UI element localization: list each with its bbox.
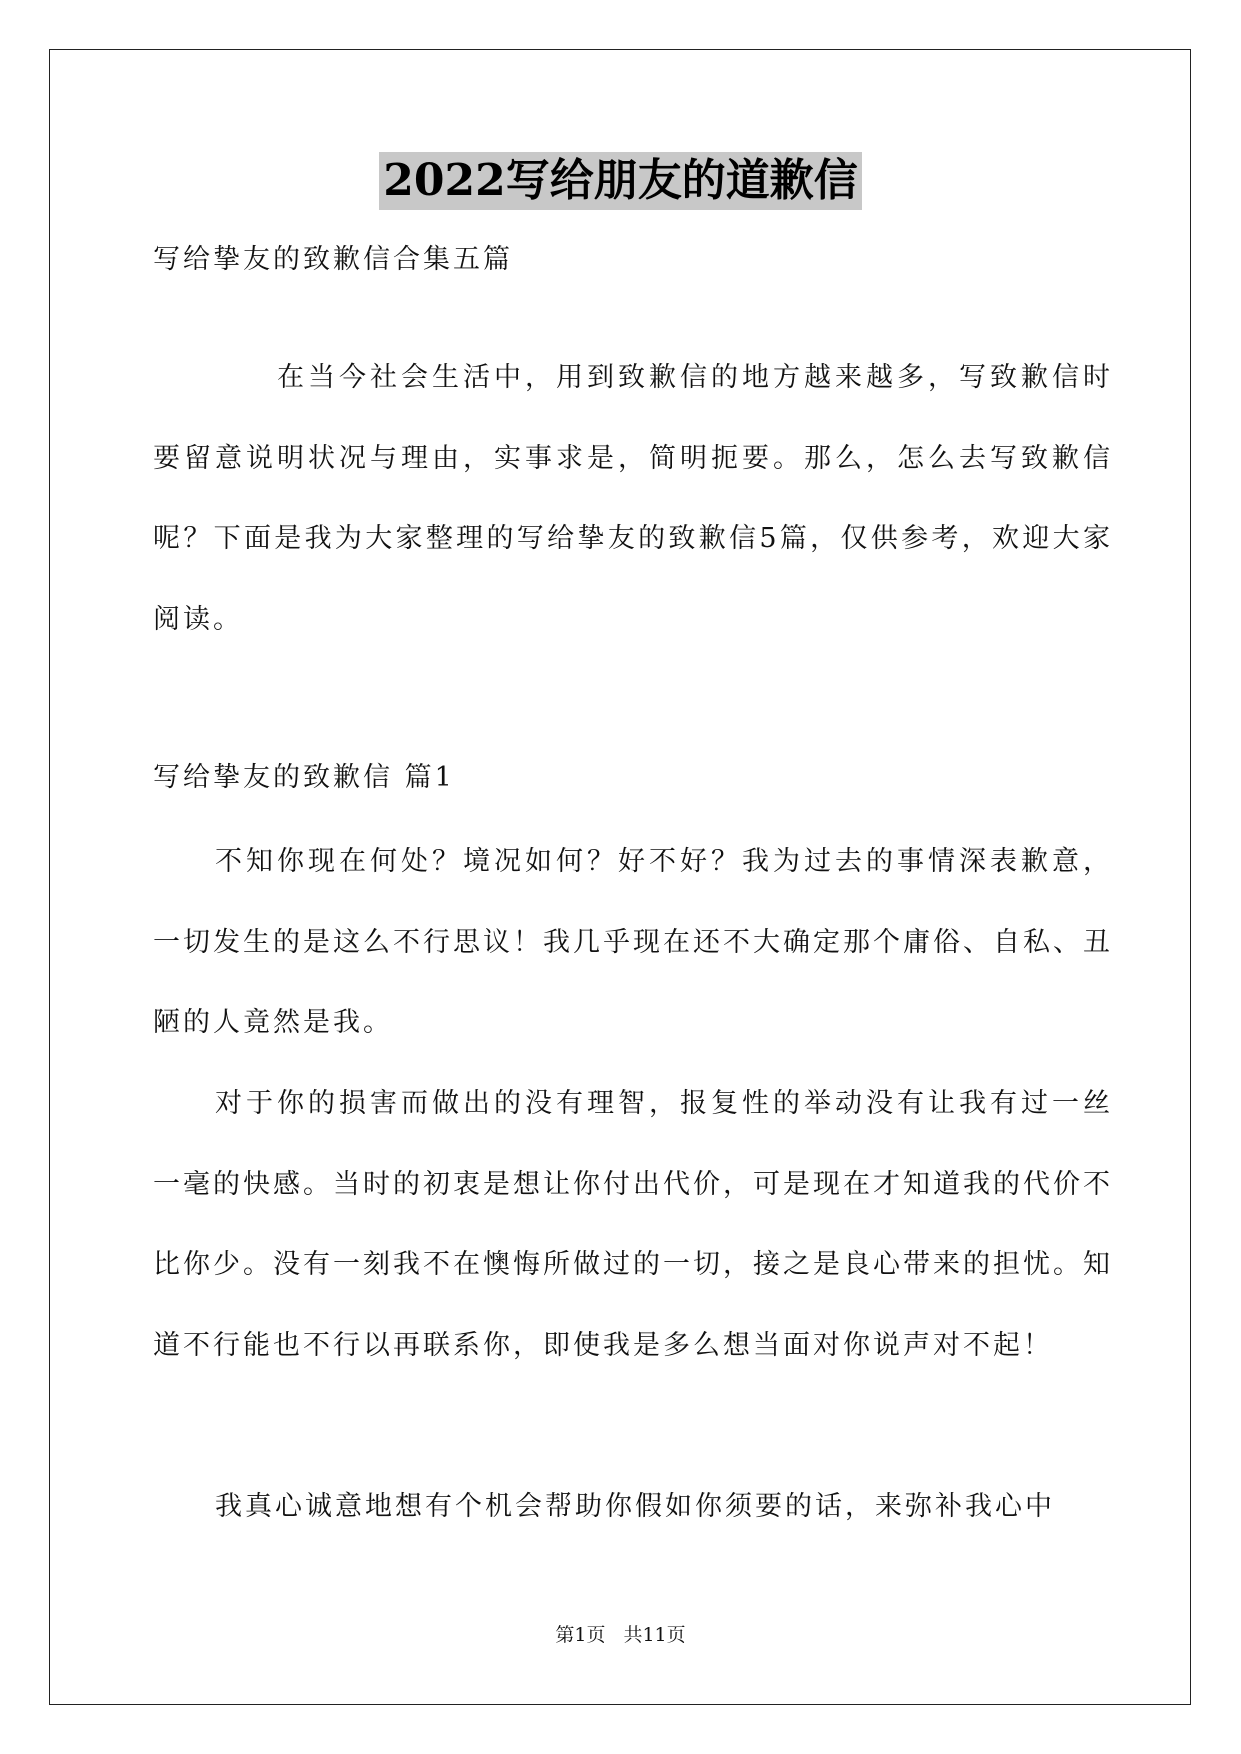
document-subtitle: 写给挚友的致歉信合集五篇: [153, 244, 513, 275]
body-paragraph-1: 不知你现在何处？境况如何？好不好？我为过去的事情深表歉意，一切发生的是这么不行思议！我几乎现在还不大确定那个庸俗、自私、丑陋的人竟然是我。: [153, 846, 1113, 1038]
page-footer: [0, 1622, 1241, 1648]
document-title: 2022写给朋友的道歉信: [379, 152, 861, 210]
body-paragraph-3: 我真心诚意地想有个机会帮助你假如你须要的话，来弥补我心中: [215, 1491, 1055, 1522]
page-total: 共11页: [623, 1624, 686, 1646]
intro-paragraph: 在当今社会生活中，用到致歉信的地方越来越多，写致歉信时要留意说明状况与理由，实事求是，简明扼要。那么，怎么去写致歉信呢？下面是我为大家整理的写给挚友的致歉信5篇，仅供参考，欢迎大家阅读。: [153, 362, 1113, 635]
title-container: [0, 152, 1241, 210]
body-paragraph-2: 对于你的损害而做出的没有理智，报复性的举动没有让我有过一丝一毫的快感。当时的初衷是想让你付出代价，可是现在才知道我的代价不比你少。没有一刻我不在懊悔所做过的一切，接之是良心带来的担忧。知道不行能也不行以再联系你，即使我是多么想当面对你说声对不起！: [153, 1088, 1113, 1361]
section-heading: 写给挚友的致歉信 篇1: [153, 762, 455, 793]
page-number: 第1页: [555, 1624, 606, 1646]
